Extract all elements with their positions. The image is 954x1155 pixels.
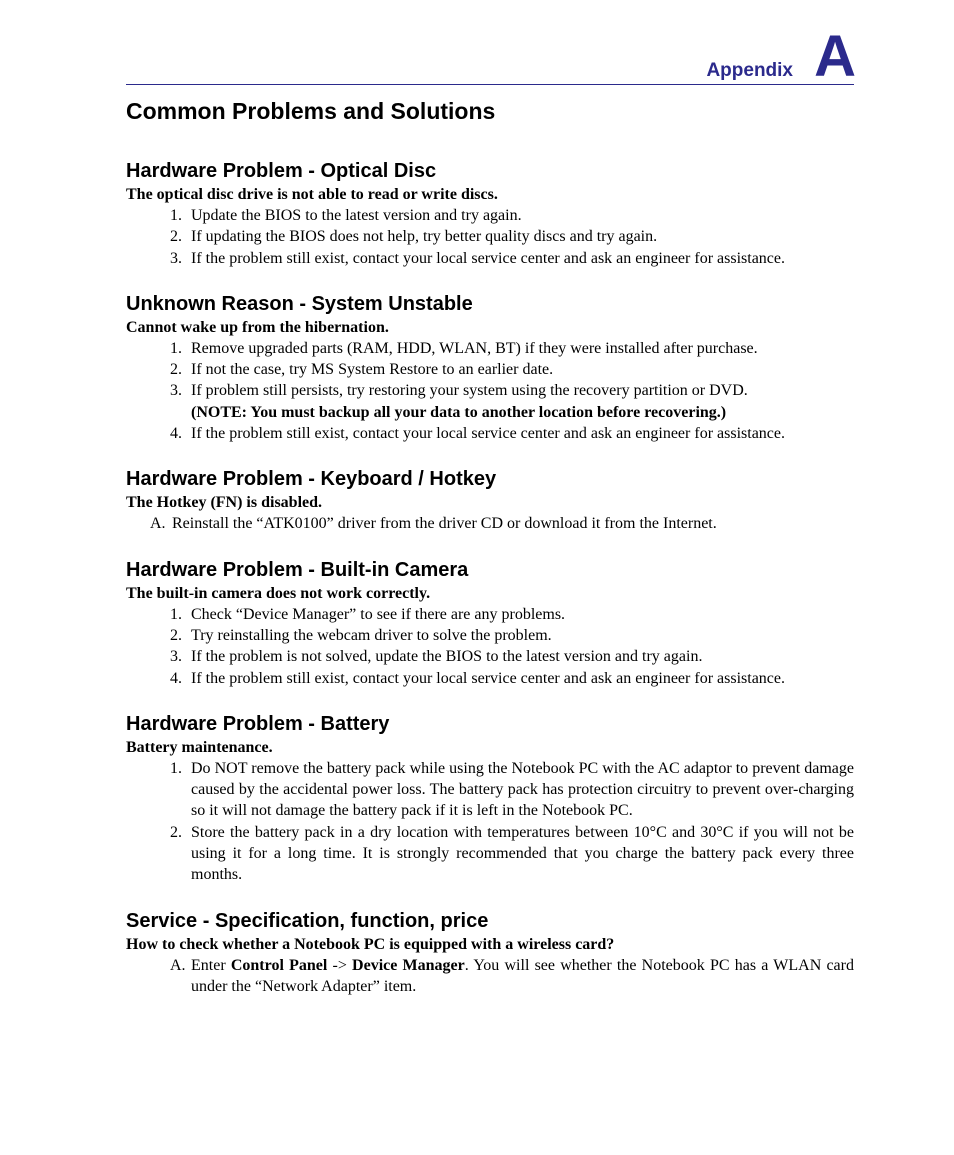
page-title: Common Problems and Solutions (126, 98, 496, 124)
list-marker: 2. (170, 361, 182, 379)
list-marker: 1. (170, 605, 182, 623)
solution-list (126, 604, 854, 689)
list-marker: A. (170, 956, 186, 974)
arrow-text: -> (327, 956, 353, 974)
list-item-text-pre: Enter (191, 956, 231, 974)
section-optical-disc (126, 158, 854, 269)
solution-list (126, 338, 854, 444)
list-item-text: Store the battery pack in a dry location with temperatures between 10°C and 30°C if you will not be using it for a long time. It is strongly recommended that you charge the battery pack every three months. (191, 823, 854, 884)
section-heading: Hardware Problem - Battery (126, 712, 390, 735)
list-item (126, 248, 854, 269)
list-marker: 4. (170, 425, 182, 443)
list-marker: 2. (170, 626, 182, 644)
list-item-text-post: . You will see whether the Notebook PC has a WLAN card under the “Network Adapter” item. (191, 956, 854, 995)
section-question: Cannot wake up from the hibernation. (126, 318, 389, 336)
solution-list (126, 513, 854, 534)
device-manager-text: Device Manager (352, 956, 465, 974)
section-keyboard-hotkey (126, 466, 854, 534)
list-item (126, 513, 854, 534)
solution-list (126, 205, 854, 269)
solution-list (126, 955, 854, 998)
list-item-text: If the problem still exist, contact your local service center and ask an engineer for assistance. (191, 249, 785, 267)
list-item (126, 646, 854, 667)
section-question: Battery maintenance. (126, 738, 273, 756)
main-content (126, 96, 854, 997)
list-item-text: Update the BIOS to the latest version and try again. (191, 207, 522, 224)
list-item-text: If problem still persists, try restoring your system using the recovery partition or DVD. (191, 382, 748, 400)
list-item (126, 822, 854, 886)
solution-list (126, 758, 854, 886)
list-marker: 4. (170, 669, 182, 687)
appendix-label: Appendix (706, 60, 793, 81)
section-question: The Hotkey (FN) is disabled. (126, 494, 323, 512)
section-question: How to check whether a Notebook PC is equipped with a wireless card? (126, 935, 615, 953)
list-marker: 3. (170, 382, 182, 400)
list-item-text: If the problem is not solved, update the BIOS to the latest version and try again. (191, 648, 703, 666)
note-text: (NOTE: You must backup all your data to another location before recovering.) (191, 403, 727, 421)
list-item (126, 604, 854, 625)
list-item (126, 226, 854, 247)
list-item (126, 758, 854, 822)
section-question: The optical disc drive is not able to read or write discs. (126, 186, 498, 203)
list-item (126, 625, 854, 646)
list-marker: A. (150, 515, 166, 533)
list-item (126, 359, 854, 380)
section-heading: Hardware Problem - Built-in Camera (126, 558, 469, 581)
section-heading: Hardware Problem - Optical Disc (126, 160, 437, 182)
list-item (126, 338, 854, 359)
list-item (126, 955, 854, 998)
appendix-letter: A (814, 24, 856, 89)
list-item-text: If updating the BIOS does not help, try better quality discs and try again. (191, 228, 658, 246)
list-item-text: If the problem still exist, contact your local service center and ask an engineer for assistance. (191, 669, 785, 687)
list-item-text: Remove upgraded parts (RAM, HDD, WLAN, BT) if they were installed after purchase. (191, 339, 758, 357)
list-item (126, 380, 854, 423)
list-marker: 2. (170, 228, 182, 246)
list-marker: 1. (170, 339, 182, 357)
list-marker: 3. (170, 648, 182, 666)
section-service (126, 908, 854, 998)
header-divider (126, 84, 854, 85)
section-heading: Unknown Reason - System Unstable (126, 292, 473, 315)
list-item (126, 205, 854, 226)
list-item (126, 423, 854, 444)
section-built-in-camera (126, 557, 854, 689)
list-marker: 2. (170, 823, 182, 841)
section-heading: Service - Specification, function, price (126, 909, 489, 932)
list-item-text: Do NOT remove the battery pack while using the Notebook PC with the AC adaptor to prevent damage caused by the accidental power loss. The battery pack has protection circuitry to prevent over-charging so it will not damage the battery pack if it is left in the Notebook PC. (191, 759, 854, 820)
section-battery (126, 711, 854, 886)
control-panel-text: Control Panel (230, 956, 328, 974)
list-marker: 1. (170, 759, 182, 777)
section-system-unstable (126, 291, 854, 444)
section-question: The built-in camera does not work correctly. (126, 584, 431, 602)
section-heading: Hardware Problem - Keyboard / Hotkey (126, 468, 497, 491)
list-item (126, 668, 854, 689)
list-marker: 3. (170, 249, 182, 267)
list-item-text: If the problem still exist, contact your local service center and ask an engineer for assistance. (191, 425, 785, 443)
list-item-text: Reinstall the “ATK0100” driver from the driver CD or download it from the Internet. (172, 515, 717, 533)
list-marker: 1. (170, 207, 182, 224)
list-item-text: If not the case, try MS System Restore to an earlier date. (191, 361, 554, 379)
list-item-text: Try reinstalling the webcam driver to solve the problem. (191, 626, 552, 644)
list-item-text: Check “Device Manager” to see if there are any problems. (191, 605, 566, 623)
